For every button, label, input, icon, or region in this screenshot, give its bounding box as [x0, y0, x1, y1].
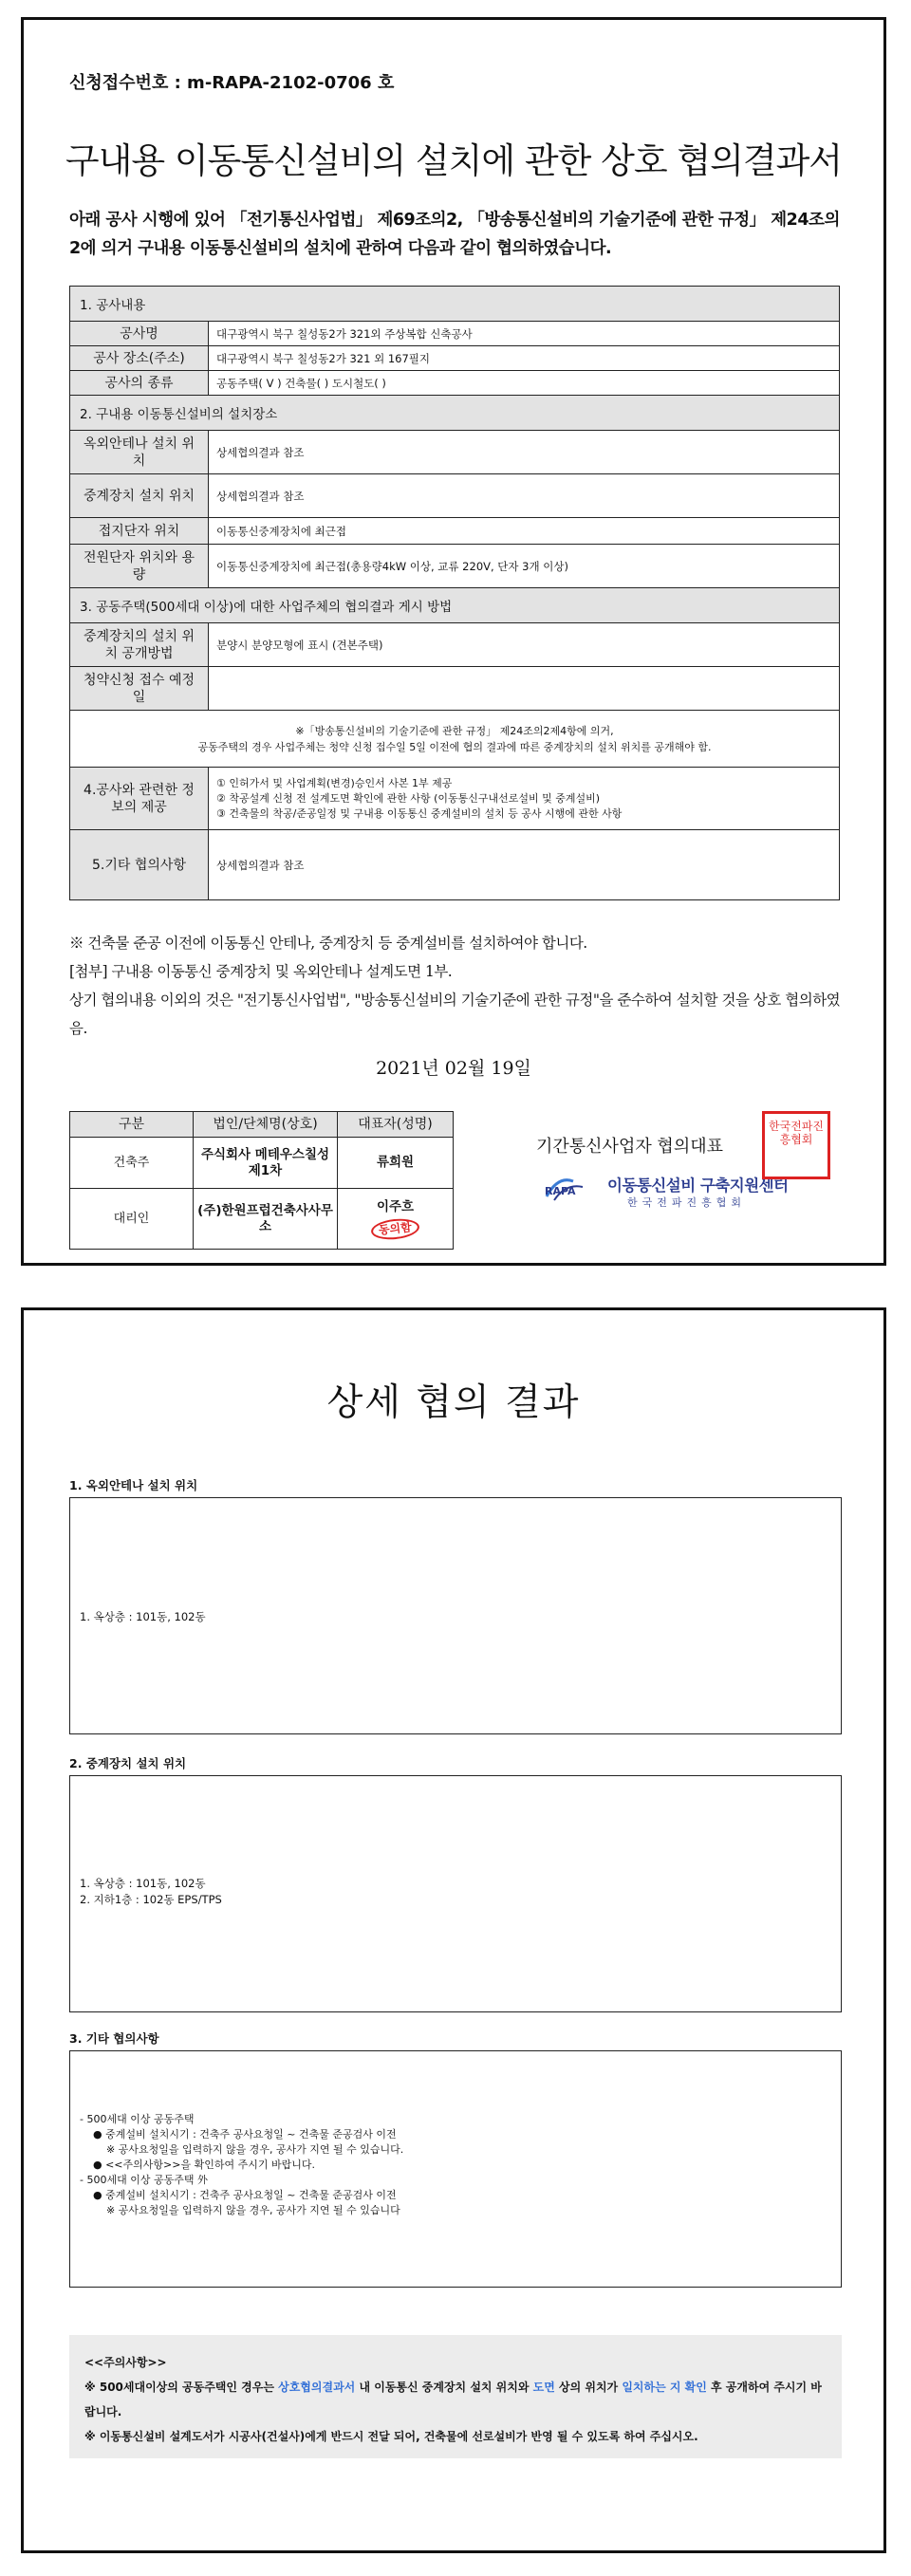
- construction-location-value: 대구광역시 북구 칠성동2가 321 외 167필지: [209, 346, 840, 371]
- svg-text:RAPA: RAPA: [545, 1185, 576, 1197]
- construction-location-label: 공사 장소(주소): [70, 346, 209, 371]
- ground-terminal-value: 이동통신중계장치에 최근접: [209, 518, 840, 545]
- sign-header-rep: 대표자(성명): [338, 1112, 454, 1138]
- sign-header-type: 구분: [70, 1112, 194, 1138]
- subscription-date-value: [209, 667, 840, 711]
- ground-terminal-label: 접지단자 위치: [70, 518, 209, 545]
- request-number: 신청접수번호 : m-RAPA-2102-0706 호: [69, 73, 395, 93]
- construction-type-value: 공동주택( V ) 건축물( ) 도시철도( ): [209, 371, 840, 396]
- section-4-list: [209, 768, 840, 830]
- regulation-note: [70, 711, 840, 768]
- notice-highlight: 도면: [532, 2381, 555, 2394]
- section-5-value: 상세협의결과 참조: [209, 830, 840, 900]
- notice-text: 후 공개하여 주시기 바랍니다.: [84, 2381, 822, 2418]
- sign-rep-agent: 이주흐: [376, 1198, 415, 1214]
- rapa-logo-icon: [541, 1172, 598, 1204]
- antenna-section-title: 1. 옥외안테나 설치 위치: [69, 1478, 198, 1492]
- antenna-location-label: 옥외안테나 설치 위치: [70, 431, 209, 474]
- repeater-location-value: 상세협의결과 참조: [209, 474, 840, 518]
- antenna-location-value: 상세협의결과 참조: [209, 431, 840, 474]
- notice-line-2: ※ 이동통신설비 설계도서가 시공사(건설사)에게 반드시 전달 되어, 건축물에 선로설비가 반영 될 수 있도록 하여 주십시오.: [84, 2430, 698, 2443]
- construction-name-label: 공사명: [70, 322, 209, 346]
- agency-label: 기간통신사업자 협의대표: [536, 1137, 723, 1157]
- notice-text: 상의 위치가: [554, 2381, 623, 2394]
- list-item: ② 착공설계 신청 전 설계도면 확인에 관한 사항 (이동통신구내선로설비 및 중계설비): [216, 791, 601, 805]
- seal-text: 한국전파진흥협회: [769, 1120, 824, 1146]
- section-1-header: 1. 공사내용: [70, 287, 840, 322]
- repeater-location-label: 중계장치 설치 위치: [70, 474, 209, 518]
- agreement-table: [69, 286, 840, 900]
- regulation-note-line-2: 공동주택의 경우 사업주체는 청약 신청 접수일 5일 이전에 협의 결과에 따른 중계장치의 설치 위치를 공개해야 함.: [197, 740, 712, 753]
- notice-highlight: 일치하는 지 확인: [622, 2381, 707, 2394]
- sign-type-agent: 대리인: [70, 1189, 194, 1250]
- sign-rep-owner: 류희원: [338, 1138, 454, 1189]
- notice-text: ※ 500세대이상의 공동주택인 경우는: [84, 2381, 279, 2394]
- publication-method-label: 중계장치의 설치 위치 공개방법: [70, 623, 209, 667]
- notice-highlight: 상호협의결과서: [278, 2381, 356, 2394]
- other-section-box: - 500세대 이상 공동주택 ● 중계설비 설치시기 : 건축주 공사요청일 ~ 건축물 준공검사 이전 ※ 공사요청일을 입력하지 않을 경우, 공사가 지연 될 수 있습니다. ● <<주의사항>>을 확인하여 주시기 바랍니다. - 500세대 이상 공동주택 外 ● 중계설비 설치시기 : 건축주 공사요청일 ~ 건축물 준공검사 이전 ※ 공사요청일을 입력하지 않을 경우, 공사가 지연 될 수 있습니다: [69, 2050, 842, 2288]
- note-line-1: ※ 건축물 준공 이전에 이동통신 안테나, 중계장치 등 중계설비를 설치하여야 합니다.: [69, 935, 587, 952]
- note-line-2: [첨부] 구내용 이동통신 중계장치 및 옥외안테나 설계도면 1부.: [69, 963, 453, 980]
- consent-stamp: 동의함: [370, 1216, 420, 1241]
- construction-type-label: 공사의 종류: [70, 371, 209, 396]
- sign-org-owner: 주식회사 메테우스칠성제1차: [194, 1138, 338, 1189]
- notice-text: 내 이동통신 중계장치 설치 위치와: [355, 2381, 533, 2394]
- sign-org-agent: (주)한원프럽건축사사무소: [194, 1189, 338, 1250]
- power-terminal-value: 이동통신중계장치에 최근접(총용량4kW 이상, 교류 220V, 단자 3개 이상): [209, 545, 840, 588]
- caution-notice: [69, 2335, 842, 2458]
- official-seal: [762, 1111, 830, 1179]
- page-title: 구내용 이동통신설비의 설치에 관한 상호 협의결과서: [65, 140, 843, 181]
- note-line-3: 상기 협의내용 이외의 것은 "전기통신사업법", "방송통신설비의 기술기준에 관한 규정"을 준수하여 설치할 것을 상호 협의하였음.: [69, 991, 841, 1037]
- support-center-sub: 한국전파진흥협회: [627, 1196, 747, 1209]
- repeater-section-box: 1. 옥상층 : 101동, 102동 2. 지하1층 : 102동 EPS/TPS: [69, 1775, 842, 2012]
- publication-method-value: 분양시 분양모형에 표시 (견본주택): [209, 623, 840, 667]
- regulation-note-line-1: ※「방송통신설비의 기술기준에 관한 규정」 제24조의2제4항에 의거,: [295, 724, 614, 737]
- signature-table: [69, 1111, 454, 1250]
- agreement-page: [21, 17, 886, 1266]
- sign-type-owner: 건축주: [70, 1138, 194, 1189]
- notes-paragraph: [69, 929, 847, 1043]
- sign-rep-agent-cell: [338, 1189, 454, 1250]
- construction-name-value: 대구광역시 북구 칠성동2가 321외 주상복합 신축공사: [209, 322, 840, 346]
- section-4-label: 4.공사와 관련한 정보의 제공: [70, 768, 209, 830]
- detail-title: 상세 협의 결과: [326, 1381, 581, 1424]
- power-terminal-label: 전원단자 위치와 용량: [70, 545, 209, 588]
- list-item: ③ 건축물의 착공/준공일정 및 구내용 이동통신 중계설비의 설치 등 공사 시행에 관한 사항: [216, 806, 623, 820]
- antenna-section-box: 1. 옥상층 : 101동, 102동: [69, 1497, 842, 1734]
- notice-title: <<주의사항>>: [84, 2356, 167, 2369]
- intro-text: 아래 공사 시행에 있어 「전기통신사업법」 제69조의2, 「방송통신설비의 기술기준에 관한 규정」 제24조의2에 의거 구내용 이동통신설비의 설치에 관하여 다음과 같이 협의하였습니다.: [69, 211, 840, 258]
- repeater-section-title: 2. 중계장치 설치 위치: [69, 1756, 187, 1770]
- notice-line-1: [84, 2375, 827, 2424]
- list-item: ① 인허가서 및 사업계획(변경)승인서 사본 1부 제공: [216, 776, 453, 789]
- section-5-label: 5.기타 협의사항: [70, 830, 209, 900]
- other-section-title: 3. 기타 협의사항: [69, 2031, 159, 2046]
- detail-page: [21, 1307, 886, 2553]
- support-center-name: 이동통신설비 구축지원센터: [607, 1177, 789, 1195]
- section-2-header: 2. 구내용 이동통신설비의 설치장소: [70, 396, 840, 431]
- section-3-header: 3. 공동주택(500세대 이상)에 대한 사업주체의 협의결과 게시 방법: [70, 588, 840, 623]
- sign-header-org: 법인/단체명(상호): [194, 1112, 338, 1138]
- subscription-date-label: 청약신청 접수 예정일: [70, 667, 209, 711]
- agreement-date: 2021년 02월 19일: [376, 1058, 531, 1079]
